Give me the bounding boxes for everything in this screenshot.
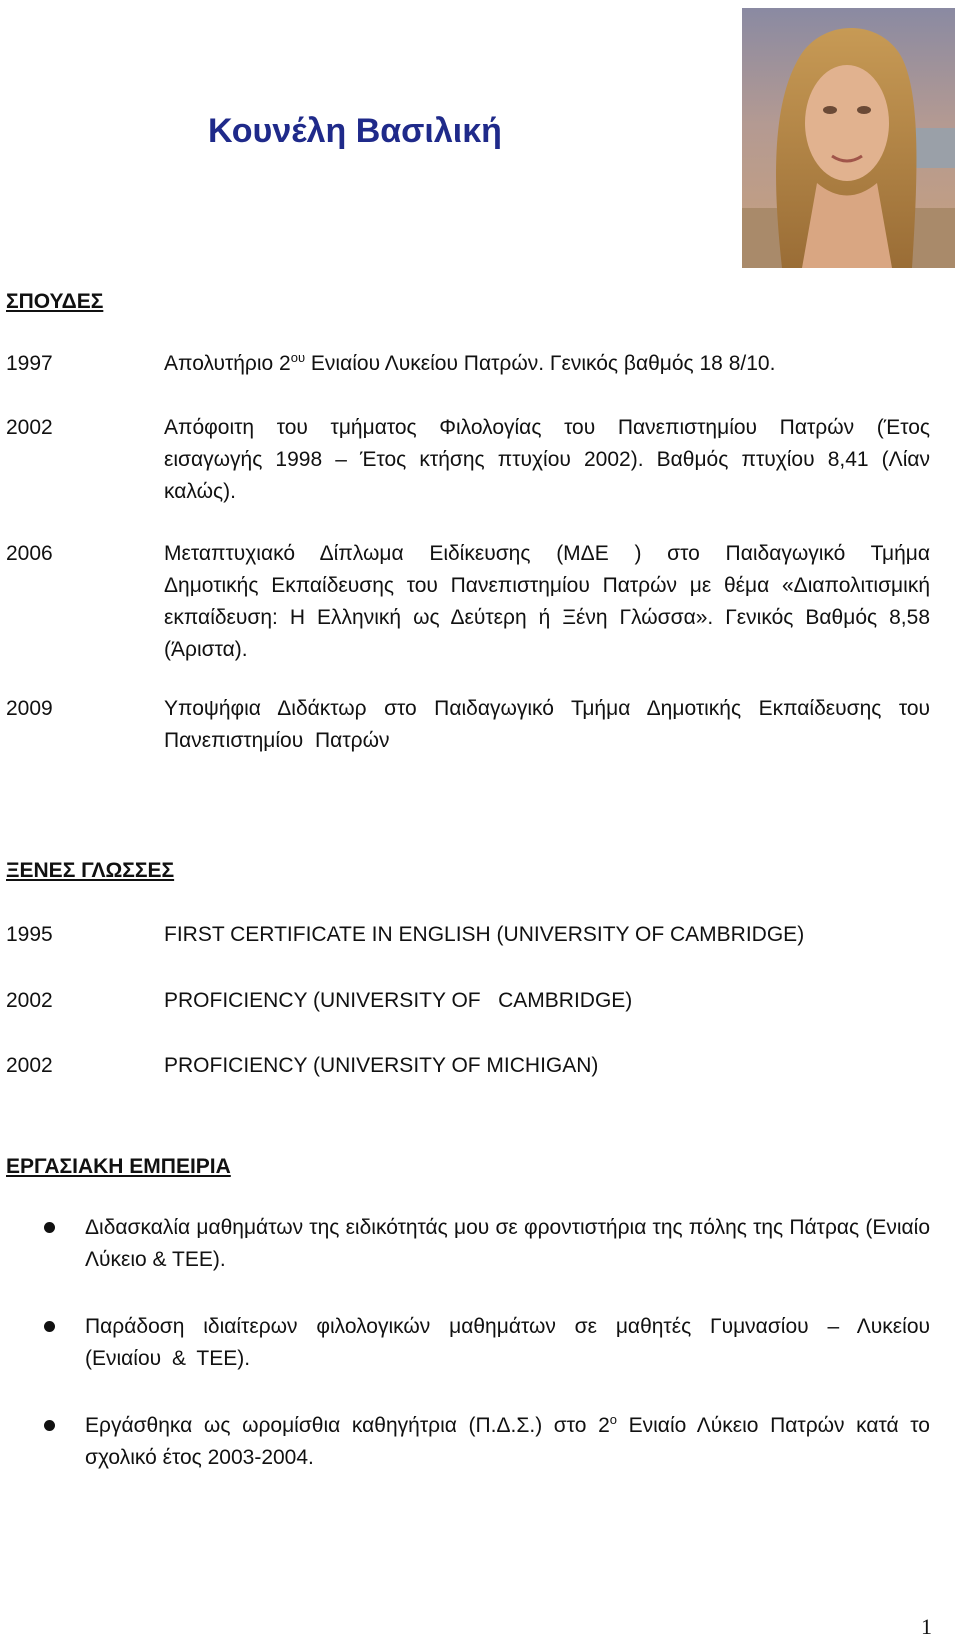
cv-name: Κουνέλη Βασιλική (208, 112, 502, 150)
studies-heading: ΣΠΟΥΔΕΣ (6, 290, 104, 313)
experience-text: Παράδοση ιδιαίτερων φιλολογικών μαθημάτων σε μαθητές Γυμνασίου – Λυκείου (Ενιαίου & ΤΕΕ). (85, 1315, 930, 1370)
page-number: 1 (921, 1614, 932, 1639)
entry-year: 2002 (6, 989, 53, 1012)
profile-photo (742, 8, 955, 268)
superscript: ο (609, 1412, 617, 1427)
entry-year: 1997 (6, 352, 53, 375)
entry-year: 2006 (6, 542, 53, 565)
entry-description: Υποψήφια Διδάκτωρ στο Παιδαγωγικό Τμήμα Δημοτικής Εκπαίδευσης του Πανεπιστημίου Πατρών (164, 697, 930, 752)
languages-heading: ΞΕΝΕΣ ΓΛΩΣΣΕΣ (6, 859, 175, 882)
entry-description: Απολυτήριο $2^{o\upsilon}$ Ενιαίου Λυκείου Πατρών. Γενικός βαθμός 18 8/10. (164, 350, 776, 375)
entry-description: FIRST CERTIFICATE IN ENGLISH (UNIVERSITY OF CAMBRIDGE) (164, 923, 805, 946)
entry-description: Μεταπτυχιακό Δίπλωμα Ειδίκευσης (ΜΔΕ ) στο Παιδαγωγικό Τμήμα Δημοτικής Εκπαίδευσης του Πανεπιστημίου Πατρών με θέμα «Διαπολιτισμική εκπαίδευση: Η Ελληνική ως Δεύτερη ή Ξένη Γλώσσα». Γενικός Βαθμός 8,58 (Άριστα). (164, 542, 930, 661)
bullet-icon (44, 1222, 55, 1233)
entry-year: 2009 (6, 697, 53, 720)
entry-description: PROFICIENCY (UNIVERSITY OF CAMBRIDGE) (164, 989, 633, 1012)
experience-text: Διδασκαλία μαθημάτων της ειδικότητάς μου σε φροντιστήρια της πόλης της Πάτρας (Ενιαίο Λύκειο & ΤΕΕ). (85, 1216, 930, 1271)
entry-year: 2002 (6, 416, 53, 439)
entry-year: 2002 (6, 1054, 53, 1077)
experience-text: Εργάσθηκα ως ωρομίσθια καθηγήτρια (Π.Δ.Σ.) στο $2^o$ Ενιαίο Λύκειο Πατρών κατά το σχολικό έτος 2003-2004. (85, 1412, 930, 1469)
superscript: ου (290, 350, 306, 365)
bullet-icon (44, 1420, 55, 1431)
entry-year: 1995 (6, 923, 53, 946)
bullet-icon (44, 1321, 55, 1332)
experience-heading: ΕΡΓΑΣΙΑΚΗ ΕΜΠΕΙΡΙΑ (6, 1155, 231, 1178)
entry-description: PROFICIENCY (UNIVERSITY OF MICHIGAN) (164, 1054, 599, 1077)
entry-description: Απόφοιτη του τμήματος Φιλολογίας του Πανεπιστημίου Πατρών (Έτος εισαγωγής 1998 – Έτος κτήσης πτυχίου 2002). Βαθμός πτυχίου 8,41 (Λίαν καλώς). (164, 416, 930, 503)
